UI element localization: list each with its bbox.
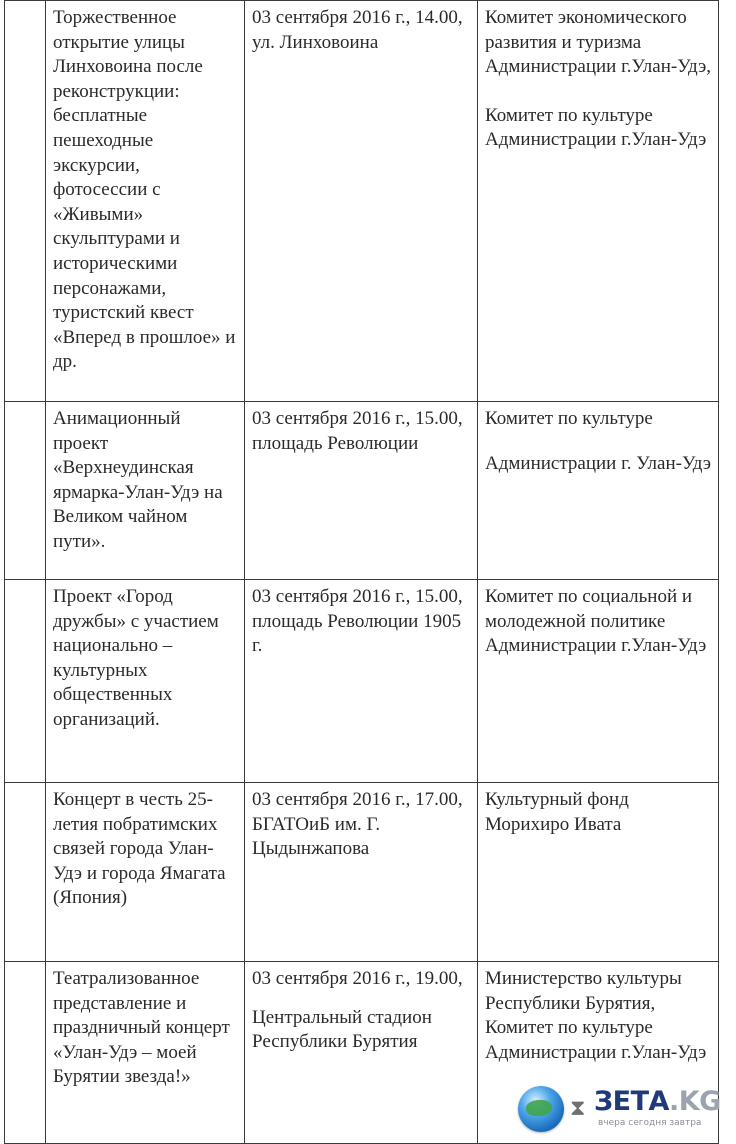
event-cell [46,580,245,783]
date-place-text: Центральный стадион Республики Бурятия [252,1006,432,1053]
organizer-text: Министерство культуры Республики Бурятия, Комитет по культуре Администрации г.Улан-Удэ [485,968,707,1063]
watermark-brand-tld: .KG [668,1086,721,1117]
site-watermark [518,1084,730,1134]
event-cell [46,1,245,402]
organizer-text: Комитет по культуре Администрации г.Улан-Удэ [485,104,707,151]
row-number-cell [5,783,46,962]
row-number-cell [5,402,46,580]
date-place-text: 03 сентября 2016 г., 15.00, площадь Революции [252,408,463,454]
event-text: Концерт в честь 25-летия побратимских связей города Улан-Удэ и города Ямагата (Япония) [53,789,226,909]
hourglass-icon: ⧗ [570,1096,586,1121]
organizer-text: Администрации г. Улан-Удэ [485,452,712,474]
date-place-text: 03 сентября 2016 г., 15.00, площадь Революции 1905 г. [252,586,463,657]
event-cell [46,962,245,1144]
organizer-cell [478,580,719,783]
organizer-text: Культурный фонд Морихиро Ивата [485,789,629,835]
table-row [5,1,719,402]
table-row [5,580,719,783]
table-row [5,402,719,580]
date-place-text: 03 сентября 2016 г., 19.00, [252,968,463,989]
date-place-cell [245,580,478,783]
row-number-cell [5,1,46,402]
watermark-brand-name: ЗЕТА [594,1086,669,1117]
globe-icon [518,1086,564,1132]
organizer-text: Комитет по социальной и молодежной политике Администрации г.Улан-Удэ [485,586,707,657]
date-place-cell [245,1,478,402]
event-cell [46,783,245,962]
watermark-brand [594,1086,721,1117]
date-place-text: 03 сентября 2016 г., 17.00, БГАТОиБ им. Г. Цыдынжапова [252,789,463,860]
row-number-cell [5,962,46,1144]
date-place-cell [245,402,478,580]
date-place-cell [245,962,478,1144]
date-place-text: 03 сентября 2016 г., 14.00, ул. Линховоина [252,7,463,53]
organizer-cell [478,1,719,402]
event-text: Проект «Город дружбы» с участием национально – культурных общественных организаций. [53,586,219,730]
events-table [4,0,719,1144]
date-place-cell [245,783,478,962]
organizer-text: Комитет по культуре [485,408,653,429]
event-text: Анимационный проект «Верхнеудинская ярмарка-Улан-Удэ на Великом чайном пути». [53,408,223,552]
organizer-cell [478,402,719,580]
event-text: Театрализованное представление и праздничный концерт «Улан-Удэ – моей Бурятии звезда!» [53,968,230,1088]
table-row [5,783,719,962]
row-number-cell [5,580,46,783]
event-text: Торжественное открытие улицы Линховоина после реконструкции: бесплатные пешеходные экскурсии, фотосессии с «Живыми» скульптурами и историческими персонажами, туристский квест «Вперед в прошлое» и др. [53,7,236,373]
organizer-text: Комитет экономического развития и туризма Администрации г.Улан-Удэ, [485,7,712,78]
watermark-tagline: вчера сегодня завтра [598,1118,702,1128]
event-cell [46,402,245,580]
organizer-cell [478,783,719,962]
